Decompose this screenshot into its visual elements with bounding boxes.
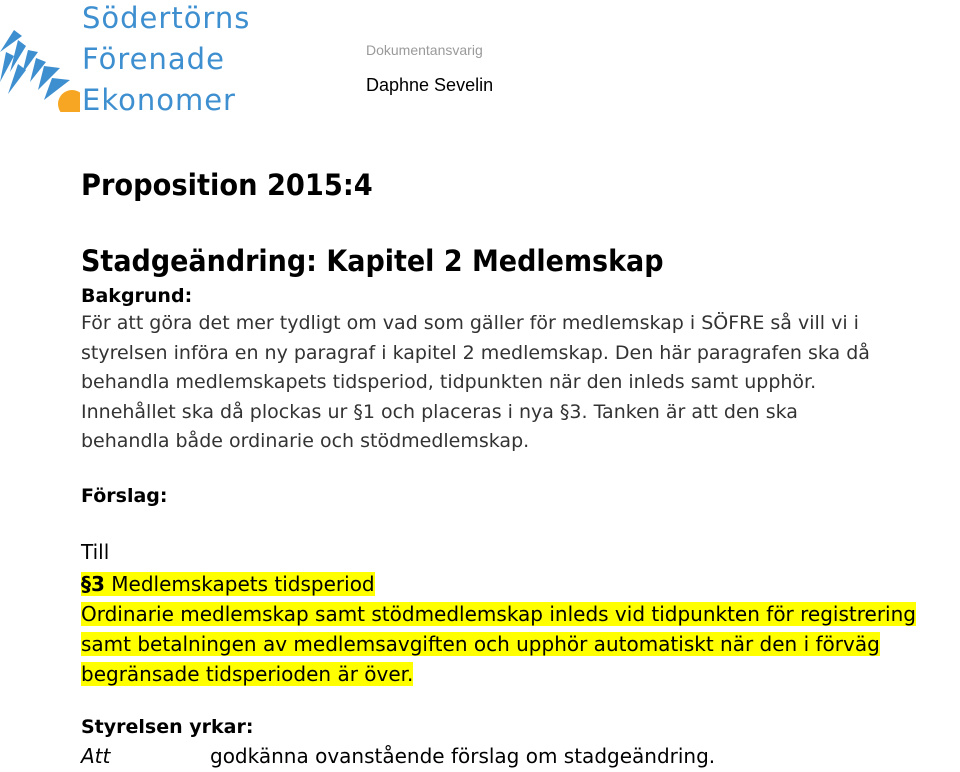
document-title: Proposition 2015:4 [81,168,373,202]
background-line: behandla medlemskapets tidsperiod, tidpunkten när den inleds samt upphör. [81,371,817,393]
background-line: styrelsen införa en ny paragraf i kapitel 2 medlemskap. Den här paragrafen ska då [81,341,870,364]
organization-logo [0,0,270,118]
proposal-line: samt betalningen av medlemsavgiften och upphör automatiskt när den i förväg [81,632,880,656]
proposal-highlighted-text [81,569,960,689]
logo-text-line-2: Förenade [82,42,225,76]
proposal-intro: Till [81,540,110,564]
proposal-heading: Förslag: [81,485,168,507]
background-paragraph [81,309,960,457]
logo-text-line-1: Södertörns [82,1,251,35]
paragraph-title: Medlemskapets tidsperiod [104,572,375,596]
proposal-line: Ordinarie medlemskap samt stödmedlemskap inleds vid tidpunkten för registrering [81,602,916,626]
demand-att: Att [81,744,111,768]
sunburst-icon [0,12,80,112]
background-line: Innehållet ska då plockas ur §1 och placeras i nya §3. Tanken är att den ska [81,400,798,423]
proposal-line: begränsade tidsperioden är över. [81,662,414,686]
demand-heading: Styrelsen yrkar: [81,716,254,738]
background-heading: Bakgrund: [81,285,193,307]
demand-text: godkänna ovanstående förslag om stadgeändring. [210,744,716,768]
paragraph-number: §3 [81,572,105,596]
background-line: För att göra det mer tydligt om vad som gäller för medlemskap i SÖFRE så vill vi i [81,312,859,334]
background-line: behandla både ordinarie och stödmedlemskap. [81,430,530,452]
document-owner-name: Daphne Sevelin [366,75,494,95]
document-owner-label: Dokumentansvarig [366,42,483,58]
document-subtitle: Stadgeändring: Kapitel 2 Medlemskap [81,244,664,278]
logo-text-line-3: Ekonomer [82,83,236,117]
